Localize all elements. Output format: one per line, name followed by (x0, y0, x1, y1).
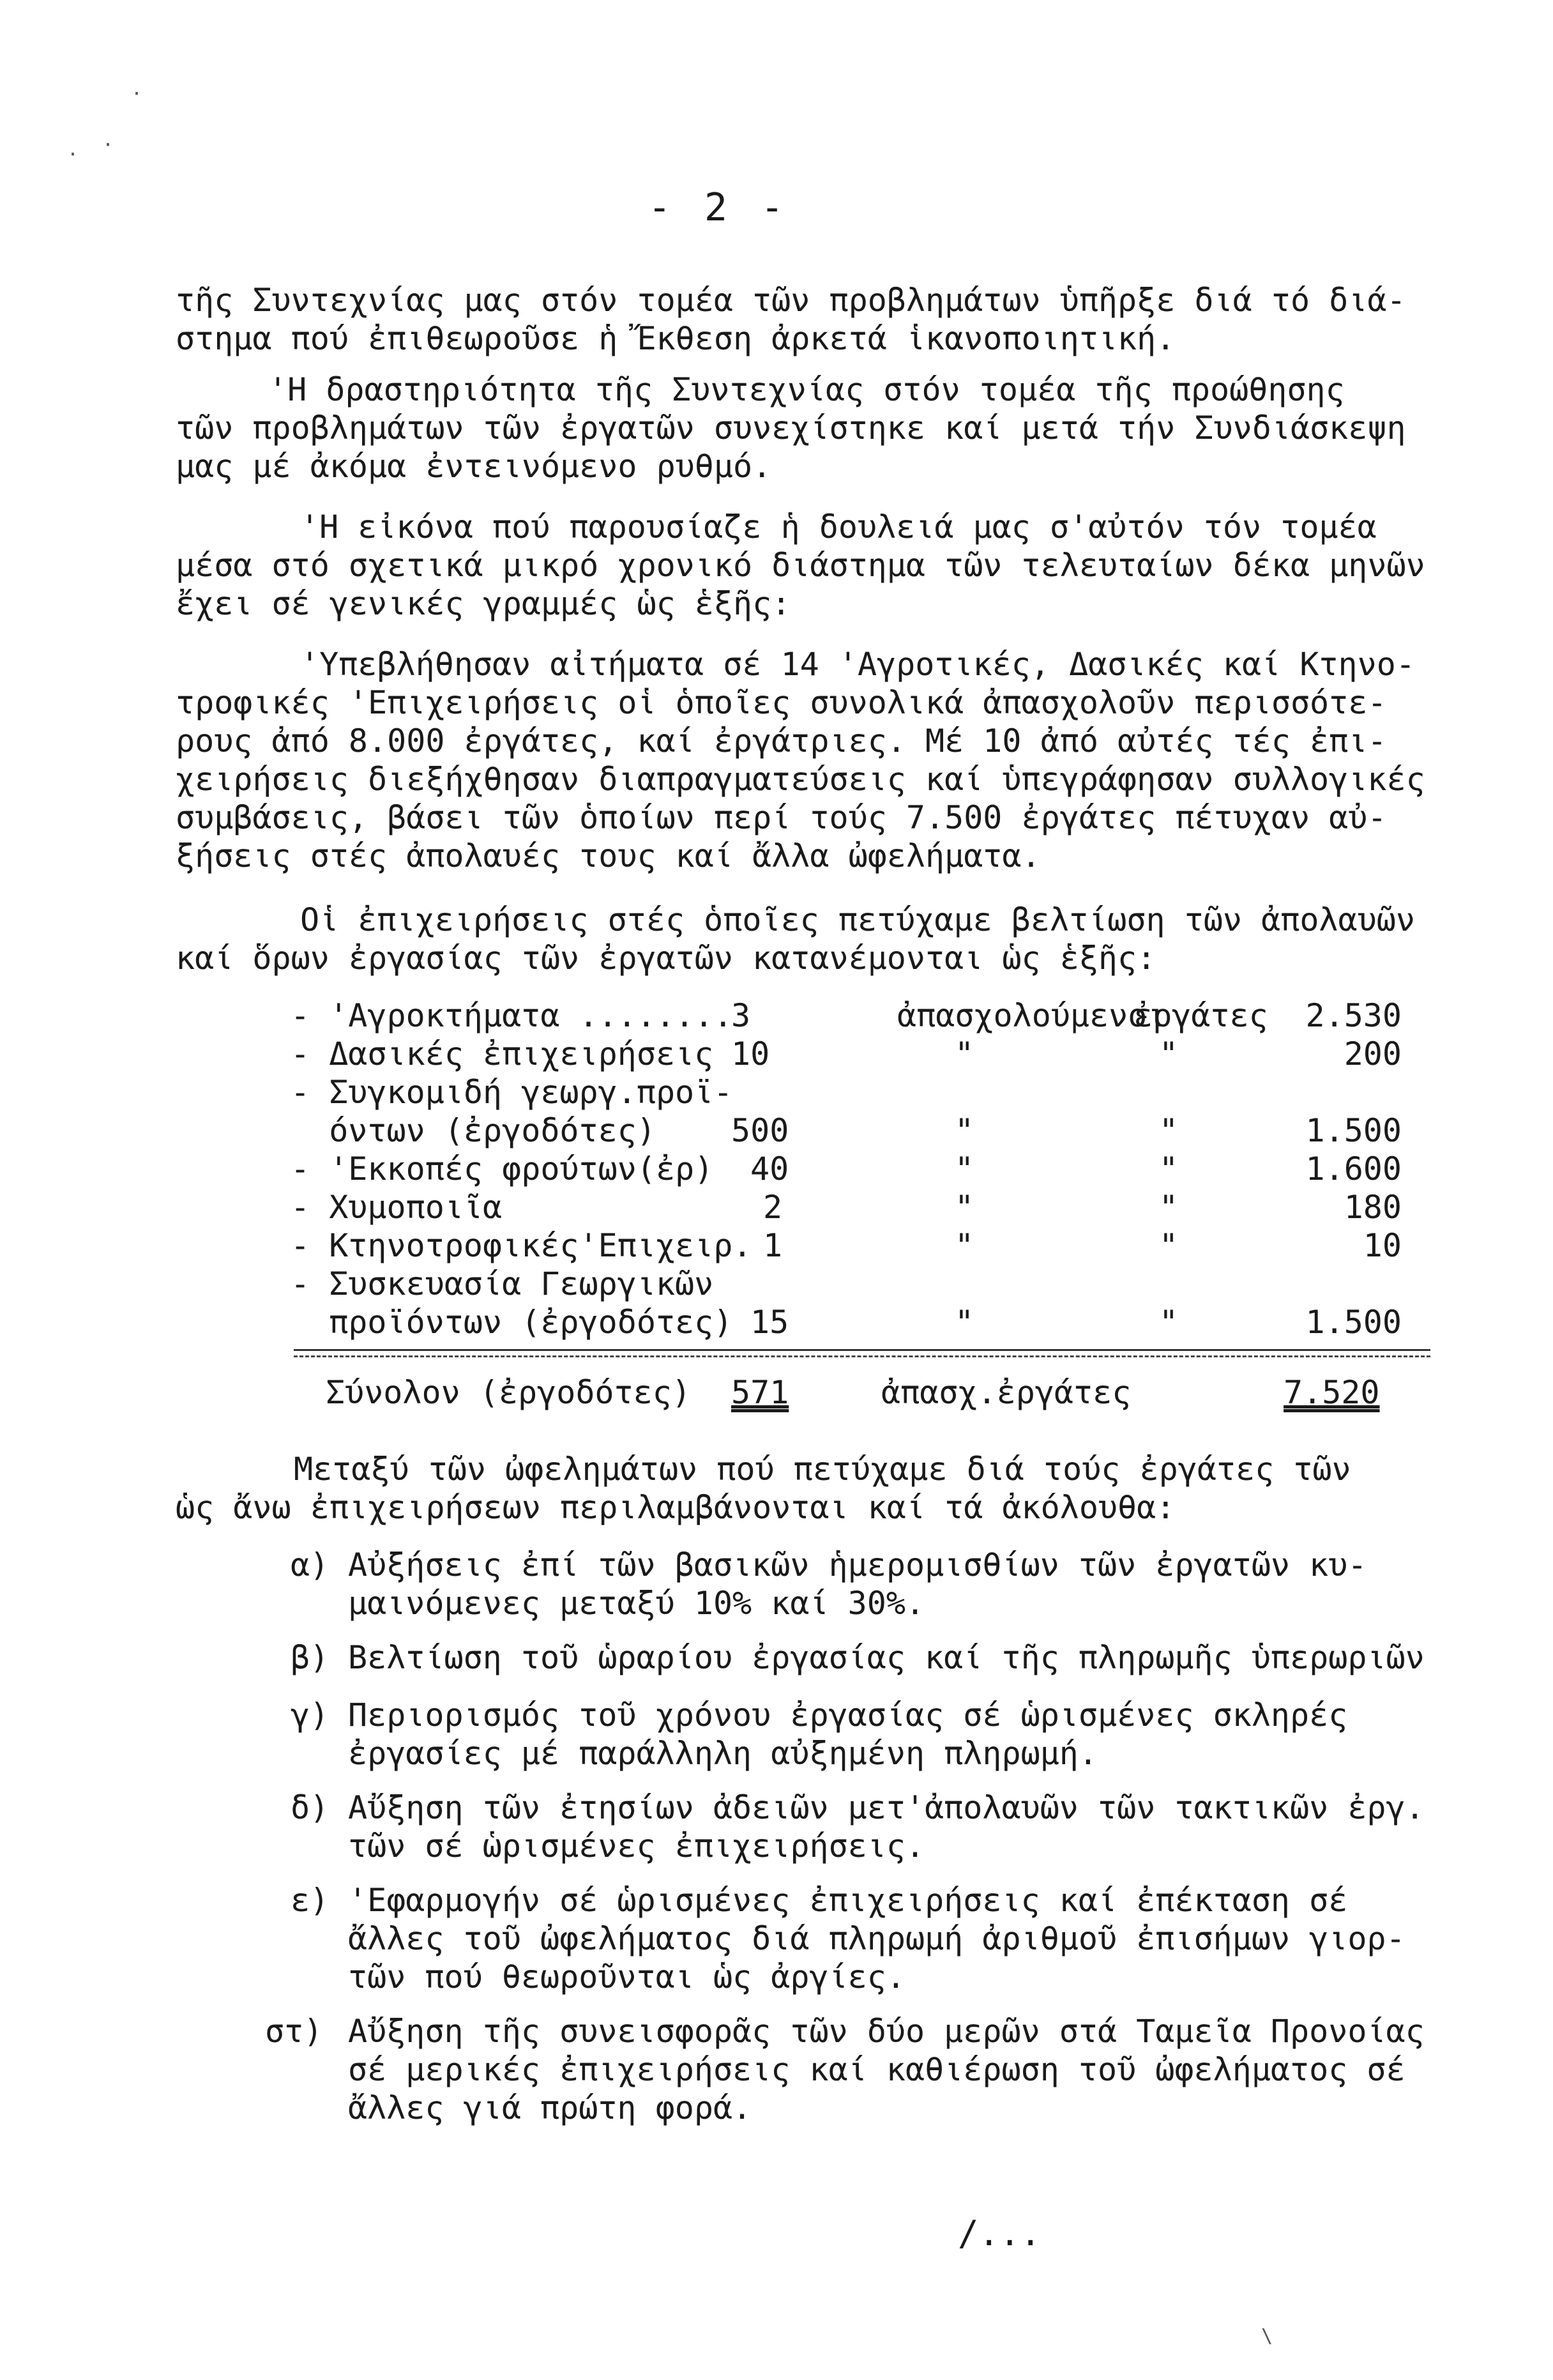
enterprise-name: όντων (ἐργοδότες) (291, 1112, 656, 1149)
enterprise-name: - Χυμοποιῖα (291, 1189, 503, 1226)
item-text: Περιορισμός τοῦ χρόνου ἐργασίας σέ ὡρισμένες σκληρές (348, 1697, 1348, 1734)
enterprise-count: 2 (763, 1189, 783, 1226)
item-label: δ) (291, 1789, 330, 1826)
paragraph-line: τῆς Συντεχνίας μας στόν τομέα τῶν προβλημάτων ὑπῆρξε διά τό διά- (176, 282, 1406, 319)
item-text: σέ μερικές ἐπιχειρήσεις καί καθιέρωση τοῦ ὠφελήματος σέ (348, 2051, 1405, 2088)
employed-label: ἀπασχολούμενοι (897, 997, 1167, 1034)
scan-speck: · (67, 144, 79, 166)
paragraph-line: 'Υπεβλήθησαν αἰτήματα σέ 14 'Αγροτικές, Δασικές καί Κτηνο- (300, 646, 1415, 683)
paragraph-line: τῶν προβλημάτων τῶν ἐργατῶν συνεχίστηκε καί μετά τήν Συνδιάσκεψη (176, 409, 1406, 446)
enterprise-name: - Συγκομιδή γεωργ.προϊ- (291, 1074, 733, 1111)
paragraph-line: καί ὅρων ἐργασίας τῶν ἐργατῶν κατανέμονται ὡς ἑξῆς: (176, 940, 1156, 977)
enterprise-name: - Κτηνοτροφικές'Επιχειρ. (291, 1227, 752, 1264)
enterprise-count: 500 (731, 1112, 789, 1149)
scan-speck: · (102, 134, 114, 156)
enterprise-count: 10 (731, 1035, 770, 1072)
ditto-mark: " (955, 1189, 974, 1226)
continuation-mark: /... (958, 2213, 1042, 2254)
paragraph-line: χειρήσεις διεξήχθησαν διαπραγματεύσεις καί ὑπεγράφησαν συλλογικές (176, 761, 1425, 798)
scan-speck: · (131, 83, 143, 105)
ditto-mark: " (1159, 1035, 1179, 1072)
ditto-mark: " (955, 1227, 974, 1264)
ditto-mark: " (955, 1035, 974, 1072)
paragraph-line: 'Η εἰκόνα πού παρουσίαζε ἡ δουλειά μας σ'αὐτόν τόν τομέα (300, 508, 1377, 545)
item-text: τῶν πού θεωροῦνται ὡς ἀργίες. (348, 1958, 905, 1995)
page-number: - 2 - (648, 185, 789, 230)
paragraph-line: ξήσεις στές ἀπολαυές τους καί ἄλλα ὠφελήματα. (176, 837, 1041, 874)
total-count: 571 (731, 1374, 789, 1411)
total-workers-label: ἀπασχ.ἐργάτες (881, 1374, 1132, 1411)
item-text: Αὔξηση τῆς συνεισφορᾶς τῶν δύο μερῶν στά Ταμεῖα Προνοίας (348, 2013, 1425, 2050)
paragraph-line: συμβάσεις, βάσει τῶν ὁποίων περί τούς 7.500 ἐργάτες πέτυχαν αὐ- (176, 799, 1387, 836)
paragraph-line: Οἱ ἐπιχειρήσεις στές ὁποῖες πετύχαμε βελτίωση τῶν ἀπολαυῶν (300, 901, 1415, 938)
workers-label: ἐργάτες (1133, 997, 1268, 1034)
ditto-mark: " (955, 1304, 974, 1341)
paragraph-line: ἔχει σέ γενικές γραμμές ὡς ἑξῆς: (176, 585, 791, 622)
paragraph-line: μας μέ ἀκόμα ἐντεινόμενο ρυθμό. (176, 448, 772, 485)
enterprise-count: 3 (731, 997, 751, 1034)
total-label: Σύνολον (ἐργοδότες) (326, 1374, 691, 1411)
item-text: 'Εφαρμογήν σέ ὡρισμένες ἐπιχειρήσεις καί ἐπέκταση σέ (348, 1882, 1348, 1919)
table-divider (294, 1355, 1430, 1357)
paragraph-line: ὡς ἄνω ἐπιχειρήσεων περιλαμβάνονται καί τά ἀκόλουθα: (176, 1489, 1176, 1526)
workers-total: 10 (1363, 1227, 1402, 1264)
paragraph-line: Μεταξύ τῶν ὠφελημάτων πού πετύχαμε διά τούς ἐργάτες τῶν (294, 1451, 1351, 1488)
item-label: στ) (265, 2013, 323, 2050)
item-label: γ) (291, 1697, 330, 1734)
workers-total: 1.500 (1305, 1112, 1402, 1149)
enterprise-name: - Δασικές ἐπιχειρήσεις (291, 1035, 714, 1072)
enterprise-count: 15 (750, 1304, 789, 1341)
enterprise-name: - Συσκευασία Γεωργικῶν (291, 1265, 714, 1302)
ditto-mark: " (1159, 1189, 1179, 1226)
ditto-mark: " (1159, 1304, 1179, 1341)
workers-total: 1.600 (1305, 1150, 1402, 1187)
enterprise-name: προϊόντων (ἐργοδότες) (291, 1304, 733, 1341)
item-text: τῶν σέ ὡρισμένες ἐπιχειρήσεις. (348, 1827, 925, 1865)
paragraph-line: τροφικές 'Επιχειρήσεις οἱ ὁποῖες συνολικά ἀπασχολοῦν περισσότε- (176, 684, 1387, 721)
item-text: Αὔξηση τῶν ἐτησίων ἀδειῶν μετ'ἀπολαυῶν τῶν τακτικῶν ἐργ. (348, 1789, 1425, 1826)
item-text: ἐργασίες μέ παράλληλη αὐξημένη πληρωμή. (348, 1735, 1098, 1772)
item-label: β) (291, 1639, 330, 1676)
item-text: Αὐξήσεις ἐπί τῶν βασικῶν ἡμερομισθίων τῶν ἐργατῶν κυ- (348, 1546, 1367, 1583)
enterprise-name: - 'Εκκοπές φρούτων(ἐρ) (291, 1150, 714, 1187)
item-label: α) (291, 1546, 330, 1583)
workers-total: 180 (1344, 1189, 1402, 1226)
ditto-mark: " (1159, 1150, 1179, 1187)
enterprise-count: 1 (763, 1227, 783, 1264)
ditto-mark: " (1159, 1112, 1179, 1149)
ditto-mark: " (955, 1150, 974, 1187)
item-text: ἄλλες γιά πρώτη φορά. (348, 2089, 752, 2126)
ditto-mark: " (955, 1112, 974, 1149)
workers-total: 200 (1344, 1035, 1402, 1072)
paragraph-line: μέσα στό σχετικά μικρό χρονικό διάστημα τῶν τελευταίων δέκα μηνῶν (176, 547, 1425, 584)
paragraph-line: στημα πού ἐπιθεωροῦσε ἡ Ἔκθεση ἀρκετά ἱκανοποιητική. (176, 320, 1176, 357)
workers-total: 2.530 (1305, 997, 1402, 1034)
paragraph-line: 'Η δραστηριότητα τῆς Συντεχνίας στόν τομέα τῆς προώθησης (268, 371, 1345, 408)
item-label: ε) (291, 1882, 330, 1919)
paragraph-line: ρους ἀπό 8.000 ἐργάτες, καί ἐργάτριες. Μέ 10 ἀπό αὐτές τές ἐπι- (176, 722, 1387, 759)
item-text: Βελτίωση τοῦ ὡραρίου ἐργασίας καί τῆς πληρωμῆς ὑπερωριῶν (348, 1639, 1425, 1676)
table-divider (294, 1349, 1430, 1351)
workers-total: 1.500 (1305, 1304, 1402, 1341)
enterprise-count: 40 (750, 1150, 789, 1187)
item-text: ἄλλες τοῦ ὠφελήματος διά πληρωμή ἀριθμοῦ ἐπισήμων γιορ- (348, 1920, 1405, 1957)
total-workers: 7.520 (1284, 1374, 1380, 1411)
scan-speck: \ (1261, 2325, 1273, 2347)
item-text: μαινόμενες μεταξύ 10% καί 30%. (348, 1585, 925, 1622)
ditto-mark: " (1159, 1227, 1179, 1264)
enterprise-name: - 'Αγροκτήματα ........ (291, 997, 733, 1034)
